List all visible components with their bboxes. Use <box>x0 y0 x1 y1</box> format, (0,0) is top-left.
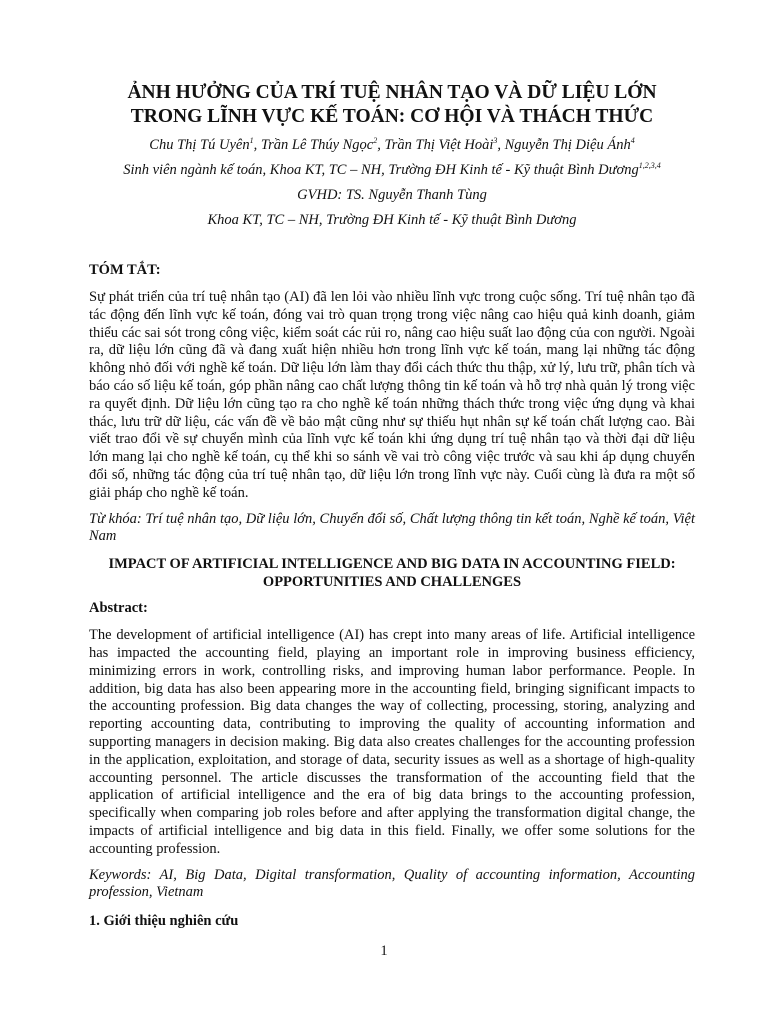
author-affiliation-mark: 3 <box>493 136 498 145</box>
author-list: Chu Thị Tú Uyên$^1$, Trần Lê Thúy Ngọc$^2$, Trần Thị Việt Hoài$^3$, Nguyễn Thị Diệu Ánh$^4$ <box>149 136 635 153</box>
advisor: GVHD: TS. Nguyễn Thanh Tùng <box>297 187 487 203</box>
author-name: Trần Lê Thúy Ngọc <box>260 137 374 153</box>
abstract-en-body: The development of artificial intelligence (AI) has crept into many areas of life. Artificial intelligence has impacted the accounting field, playing an important role in improving business efficiency, minimizing errors in work, controlling risks, and improving human labor performance. People. In addition, big data has also been appearing more in the accounting field, bringing significant impacts to the accounting profession. Big data changes the way of collecting, processing, storing, analyzing and reporting accounting data, contributing to improving the quality of accounting information and supporting managers in decision making. Big data also creates challenges for the accounting profession in the application, exploitation, and storage of data, security issues as well as a shortage of high-quality accounting personnel. The article discusses the transformation of the accounting field that the application of artificial intelligence and the era of big data brings to the accounting profession, specifically when comparing job roles before and after applying the transformation digital change, the impacts of artificial intelligence and big data in this field. Finally, we offer some solutions for the accounting profession. <box>89 627 695 857</box>
author-affiliation <box>89 158 695 183</box>
abstract-vn-heading: TÓM TẮT: <box>89 262 161 278</box>
keywords-en: Keywords: AI, Big Data, Digital transformation, Quality of accounting information, Accounting profession, Vietnam <box>89 866 695 901</box>
english-title <box>89 555 695 591</box>
paper-title-line-1: ẢNH HƯỞNG CỦA TRÍ TUỆ NHÂN TẠO VÀ DỮ LIỆU LỚN <box>127 82 657 103</box>
keywords-vn: Từ khóa: Trí tuệ nhân tạo, Dữ liệu lớn, Chuyển đổi số, Chất lượng thông tin kết toán, Nghề kế toán, Việt Nam <box>89 510 695 545</box>
author-affiliation-mark: 1 <box>249 136 254 145</box>
english-title-line-2: OPPORTUNITIES AND CHALLENGES <box>262 574 522 591</box>
author-name: Chu Thị Tú Uyên <box>149 137 250 153</box>
abstract-en-heading: Abstract: <box>89 600 148 617</box>
author-name: Nguyễn Thị Diệu Ánh <box>504 137 631 153</box>
section-heading-introduction: 1. Giới thiệu nghiên cứu <box>89 913 239 930</box>
abstract-vn-body: Sự phát triển của trí tuệ nhân tạo (AI) đã len lỏi vào nhiều lĩnh vực trong cuộc sống. Trí tuệ nhân tạo đã tác động đến lĩnh vực kế toán, đóng vai trò quan trọng trong việc nâng cao hiệu quả kinh doanh, giảm thiểu các sai sót trong công việc, kiểm soát các rủi ro, nâng cao hiệu suất lao động của con người. Ngoài ra, dữ liệu lớn cũng đã và đang xuất hiện nhiều hơn trong lĩnh vực kế toán, mang lại những tác động không nhỏ đối với nghề kế toán. Dữ liệu lớn làm thay đổi cách thức thu thập, xử lý, lưu trữ, phân tích và báo cáo số liệu kế toán, góp phần nâng cao chất lượng thông tin kế toán và hỗ trợ nhà quản lý trong việc ra quyết định. Dữ liệu lớn cũng tạo ra cho nghề kế toán những thách thức trong việc ứng dụng và khai thác, lưu trữ dữ liệu, các vấn đề về bảo mật cũng như sự thiếu hụt nhân sự kế toán chất lượng cao. Bài viết trao đổi về sự chuyển mình của lĩnh vực kế toán khi ứng dụng trí tuệ nhân tạo và thời đại dữ liệu lớn mang lại cho nghề kế toán, cụ thể khi so sánh về vai trò công việc trước và sau khi áp dụng chuyển đổi số, những tác động của trí tuệ nhân tạo, dữ liệu lớn trong lĩnh vực này. Cuối cùng là đưa ra một số giải pháp cho nghề kế toán. <box>89 289 695 501</box>
author-affiliation-mark: 2 <box>373 136 378 145</box>
affiliation-mark: 1,2,3,4 <box>638 161 661 170</box>
author-name: Trần Thị Việt Hoài <box>384 137 494 153</box>
page-number: 1 <box>380 943 388 959</box>
paper-title <box>89 0 695 129</box>
english-title-line-1: IMPACT OF ARTIFICIAL INTELLIGENCE AND BIG DATA IN ACCOUNTING FIELD: <box>108 556 676 573</box>
advisor-affiliation: Khoa KT, TC – NH, Trường ĐH Kinh tế - Kỹ thuật Bình Dương <box>207 212 577 228</box>
affiliation-text: Sinh viên ngành kế toán, Khoa KT, TC – NH, Trường ĐH Kinh tế - Kỹ thuật Bình Dương <box>123 162 639 178</box>
author-affiliation-mark: 4 <box>630 136 635 145</box>
paper-title-line-2: TRONG LĨNH VỰC KẾ TOÁN: CƠ HỘI VÀ THÁCH THỨC <box>130 106 654 127</box>
